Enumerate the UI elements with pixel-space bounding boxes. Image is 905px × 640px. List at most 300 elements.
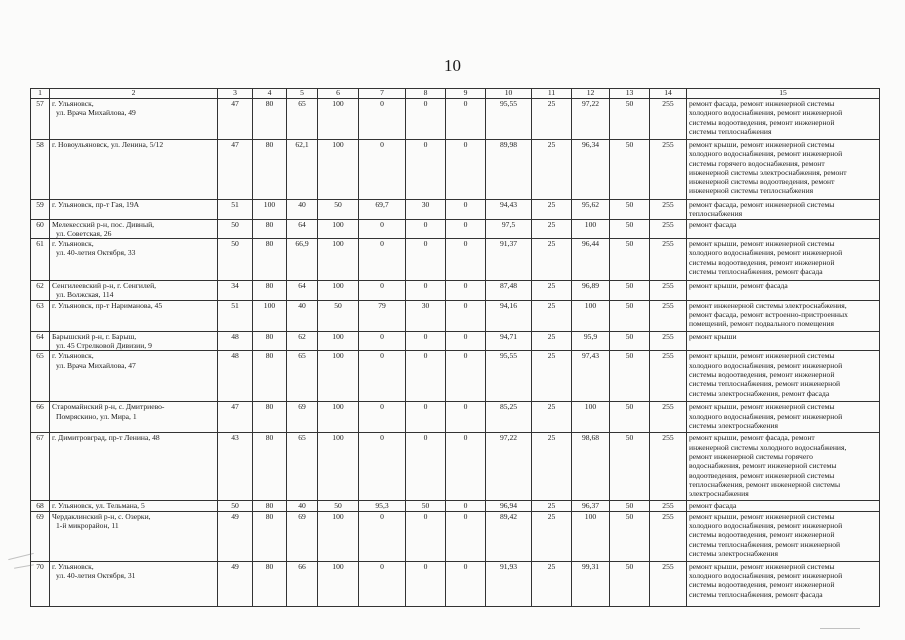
value-cell: 0 [406,511,446,561]
table-row [31,501,880,511]
value-cell: 94,16 [486,300,532,331]
table-row [31,561,880,606]
value-cell: 48 [218,351,253,402]
value-cell: 49 [218,561,253,606]
value-cell: 79 [359,300,406,331]
value-cell: 25 [532,561,572,606]
value-cell: 100 [318,239,359,281]
value-cell: 25 [532,351,572,402]
column-number: 12 [572,89,610,99]
value-cell: 47 [218,99,253,140]
value-cell: 0 [446,300,486,331]
value-cell: 0 [446,561,486,606]
works-line: холодного водоснабжения, ремонт инженерной [689,248,843,258]
value-cell: 0 [359,140,406,200]
works-line: ремонт крыши, ремонт инженерной системы [689,511,835,521]
value-cell: 96,37 [572,501,610,511]
column-number: 11 [532,89,572,99]
table-body [31,99,880,607]
table-row [31,99,880,140]
value-cell: 80 [253,140,287,200]
works-line: инженерной системы холодного водоснабжения, [689,442,847,452]
works-line: теплоснабжения, ремонт инженерной системы [689,479,841,489]
works-cell [687,511,880,561]
value-cell: 0 [446,219,486,239]
address-cell [50,300,218,331]
value-cell: 25 [532,281,572,301]
value-cell: 47 [218,140,253,200]
value-cell: 50 [318,501,359,511]
row-number: 60 [31,219,50,239]
works-cell [687,219,880,239]
value-cell: 0 [359,561,406,606]
value-cell: 255 [650,433,687,501]
works-line: ремонт фасада [689,501,737,511]
works-cell [687,402,880,433]
works-line: ремонт фасада, ремонт инженерной системы [689,99,835,108]
value-cell: 80 [253,402,287,433]
value-cell: 96,89 [572,281,610,301]
value-cell: 0 [406,140,446,200]
value-cell: 43 [218,433,253,501]
value-cell: 255 [650,402,687,433]
table-row [31,433,880,501]
value-cell: 0 [359,219,406,239]
value-cell: 48 [218,331,253,351]
row-number: 59 [31,200,50,220]
value-cell: 255 [650,331,687,351]
value-cell: 50 [218,219,253,239]
value-cell: 50 [610,99,650,140]
value-cell: 50 [610,402,650,433]
works-line: водоотведения, ремонт инженерной системы [689,470,835,480]
value-cell: 80 [253,511,287,561]
column-number: 5 [287,89,318,99]
row-number: 67 [31,433,50,501]
value-cell: 50 [610,351,650,402]
works-line: помещений, ремонт подвального помещения [689,319,835,329]
value-cell: 0 [446,511,486,561]
works-line: системы электроснабжения [689,420,778,430]
value-cell: 49 [218,511,253,561]
value-cell: 0 [359,239,406,281]
value-cell: 50 [218,501,253,511]
value-cell: 25 [532,200,572,220]
value-cell: 64 [287,281,318,301]
works-line: ремонт инженерной системы горячего [689,451,813,461]
value-cell: 30 [406,300,446,331]
value-cell: 50 [610,281,650,301]
column-number: 7 [359,89,406,99]
address-line: ул. Волжская, 114 [56,290,114,300]
value-cell: 0 [446,402,486,433]
value-cell: 100 [253,300,287,331]
value-cell: 47 [218,402,253,433]
address-line: Мелекесский р-н, пос. Дивный, [52,219,155,229]
row-number: 58 [31,140,50,200]
value-cell: 0 [406,561,446,606]
address-line: Сенгилеевский р-н, г. Сенгилей, [52,281,157,291]
works-line: ремонт крыши, ремонт инженерной системы [689,239,835,249]
works-line: системы водоотведения, ремонт инженерной [689,580,835,590]
table-row [31,140,880,200]
value-cell: 0 [359,402,406,433]
value-cell: 97,43 [572,351,610,402]
value-cell: 25 [532,140,572,200]
works-line: ремонт крыши, ремонт инженерной системы [689,561,835,571]
table-row [31,351,880,402]
address-line: г. Ульяновск, [52,239,94,249]
address-line: Чердаклинский р-н, с. Озерки, [52,511,151,521]
value-cell: 30 [406,200,446,220]
address-line: г. Димитровград, пр-т Ленина, 48 [52,433,160,443]
value-cell: 0 [446,140,486,200]
value-cell: 87,48 [486,281,532,301]
value-cell: 100 [318,219,359,239]
address-line: ул. 40-летия Октября, 31 [56,570,136,580]
works-line: ремонт фасада, ремонт инженерной системы [689,200,835,209]
address-line: ул. Советская, 26 [56,228,112,238]
table-row [31,331,880,351]
row-number: 70 [31,561,50,606]
value-cell: 100 [318,433,359,501]
value-cell: 100 [318,511,359,561]
value-cell: 255 [650,300,687,331]
value-cell: 0 [359,331,406,351]
value-cell: 255 [650,219,687,239]
value-cell: 99,31 [572,561,610,606]
address-cell [50,402,218,433]
value-cell: 64 [287,219,318,239]
address-line: ул. 45 Стрелковой Дивизии, 9 [56,341,152,351]
row-number: 68 [31,501,50,511]
column-number: 10 [486,89,532,99]
value-cell: 0 [446,331,486,351]
value-cell: 0 [406,99,446,140]
works-line: ремонт крыши [689,331,737,341]
value-cell: 50 [318,200,359,220]
value-cell: 255 [650,501,687,511]
works-line: ремонт крыши, ремонт фасада [689,281,788,291]
works-line: системы теплоснабжения [689,126,772,136]
column-number: 14 [650,89,687,99]
value-cell: 91,37 [486,239,532,281]
works-line: холодного водоснабжения, ремонт инженерной [689,149,843,159]
value-cell: 80 [253,351,287,402]
value-cell: 25 [532,239,572,281]
column-number: 2 [50,89,218,99]
value-cell: 50 [610,433,650,501]
address-cell [50,219,218,239]
value-cell: 50 [610,239,650,281]
address-cell [50,433,218,501]
address-cell [50,511,218,561]
column-number-row [31,89,880,99]
value-cell: 0 [359,433,406,501]
value-cell: 97,22 [572,99,610,140]
value-cell: 80 [253,501,287,511]
works-line: системы электроснабжения, ремонт фасада [689,388,830,398]
value-cell: 100 [572,219,610,239]
works-cell [687,281,880,301]
table-row [31,511,880,561]
table-row [31,281,880,301]
value-cell: 40 [287,300,318,331]
value-cell: 0 [406,433,446,501]
value-cell: 0 [446,501,486,511]
value-cell: 62 [287,331,318,351]
column-number: 9 [446,89,486,99]
row-number: 61 [31,239,50,281]
works-cell [687,561,880,606]
address-line: г. Ульяновск, ул. Тельмана, 5 [52,501,145,511]
value-cell: 40 [287,501,318,511]
value-cell: 62,1 [287,140,318,200]
value-cell: 80 [253,281,287,301]
value-cell: 25 [532,99,572,140]
value-cell: 95,55 [486,351,532,402]
works-line: ремонт фасада, ремонт встроенно-пристроенных [689,310,848,320]
value-cell: 100 [572,511,610,561]
works-line: инженерной системы теплоснабжения [689,186,814,196]
works-cell [687,433,880,501]
value-cell: 100 [318,402,359,433]
value-cell: 255 [650,351,687,402]
value-cell: 65 [287,351,318,402]
column-number: 6 [318,89,359,99]
works-line: системы водоотведения, ремонт инженерной [689,530,835,540]
value-cell: 255 [650,561,687,606]
address-line: г. Новоульяновск, ул. Ленина, 5/12 [52,140,164,149]
table-row [31,200,880,220]
value-cell: 89,98 [486,140,532,200]
value-cell: 0 [446,200,486,220]
value-cell: 80 [253,561,287,606]
value-cell: 80 [253,331,287,351]
value-cell: 0 [446,281,486,301]
value-cell: 255 [650,239,687,281]
value-cell: 50 [610,219,650,239]
row-number: 66 [31,402,50,433]
works-line: холодного водоснабжения, ремонт инженерной [689,108,843,118]
value-cell: 100 [318,561,359,606]
value-cell: 0 [446,351,486,402]
value-cell: 0 [406,281,446,301]
works-cell [687,331,880,351]
works-line: ремонт крыши, ремонт фасада, ремонт [689,433,815,443]
value-cell: 0 [359,351,406,402]
value-cell: 0 [446,239,486,281]
address-cell [50,561,218,606]
column-number: 3 [218,89,253,99]
value-cell: 50 [218,239,253,281]
value-cell: 50 [610,140,650,200]
address-line: Помряскино, ул. Мира, 1 [56,411,137,421]
address-line: 1-й микрорайон, 11 [56,520,119,530]
works-line: холодного водоснабжения, ремонт инженерной [689,360,843,370]
value-cell: 255 [650,511,687,561]
works-line: системы теплоснабжения, ремонт инженерной [689,539,841,549]
table-row [31,300,880,331]
address-line: ул. Врача Михайлова, 49 [56,108,136,118]
value-cell: 50 [610,300,650,331]
works-line: холодного водоснабжения, ремонт инженерной [689,411,843,421]
address-cell [50,501,218,511]
value-cell: 0 [406,402,446,433]
value-cell: 100 [318,140,359,200]
value-cell: 95,62 [572,200,610,220]
value-cell: 0 [406,239,446,281]
works-line: холодного водоснабжения, ремонт инженерной [689,520,843,530]
value-cell: 255 [650,200,687,220]
works-cell [687,300,880,331]
value-cell: 100 [318,281,359,301]
value-cell: 69 [287,402,318,433]
value-cell: 0 [406,351,446,402]
table-row [31,219,880,239]
works-cell [687,239,880,281]
value-cell: 94,71 [486,331,532,351]
works-cell [687,140,880,200]
address-cell [50,281,218,301]
value-cell: 50 [406,501,446,511]
value-cell: 100 [253,200,287,220]
address-cell [50,351,218,402]
value-cell: 100 [572,300,610,331]
address-line: ул. 40-летия Октября, 33 [56,248,136,258]
value-cell: 97,22 [486,433,532,501]
works-line: инженерной системы водоотведения, ремонт [689,177,835,187]
address-line: Старомайнский р-н, с. Дмитриево- [52,402,165,412]
works-line: системы теплоснабжения, ремонт фасада [689,589,823,599]
row-number: 64 [31,331,50,351]
works-line: системы горячего водоснабжения, ремонт [689,158,825,168]
value-cell: 91,93 [486,561,532,606]
value-cell: 100 [572,402,610,433]
value-cell: 69 [287,511,318,561]
works-line: ремонт крыши, ремонт инженерной системы [689,402,835,412]
column-number: 15 [687,89,880,99]
works-line: системы теплоснабжения, ремонт фасада [689,267,823,277]
value-cell: 95,3 [359,501,406,511]
value-cell: 50 [610,561,650,606]
value-cell: 98,68 [572,433,610,501]
works-line: системы электроснабжения [689,548,778,558]
value-cell: 0 [406,219,446,239]
address-cell [50,140,218,200]
address-line: г. Ульяновск, пр-т Гая, 19А [52,200,140,209]
works-line: ремонт крыши, ремонт инженерной системы [689,140,835,149]
address-line: г. Ульяновск, пр-т Нариманова, 45 [52,300,163,310]
column-number: 1 [31,89,50,99]
value-cell: 25 [532,433,572,501]
value-cell: 66 [287,561,318,606]
value-cell: 25 [532,300,572,331]
works-cell [687,200,880,220]
works-line: теплоснабжения [689,209,743,219]
row-number: 57 [31,99,50,140]
value-cell: 255 [650,140,687,200]
works-line: ремонт фасада [689,219,737,229]
address-line: г. Ульяновск, [52,351,94,361]
value-cell: 0 [359,99,406,140]
works-line: водоснабжения, ремонт инженерной системы [689,461,837,471]
value-cell: 69,7 [359,200,406,220]
address-line: г. Ульяновск, [52,561,94,571]
table-row [31,402,880,433]
works-line: ремонт инженерной системы электроснабжения, [689,300,847,310]
row-number: 63 [31,300,50,331]
buildings-table [30,88,880,607]
value-cell: 0 [359,281,406,301]
works-line: системы водоотведения, ремонт инженерной [689,257,835,267]
row-number: 62 [31,281,50,301]
works-line: электроснабжения [689,489,749,499]
value-cell: 25 [532,501,572,511]
value-cell: 95,55 [486,99,532,140]
value-cell: 65 [287,99,318,140]
works-line: системы водоотведения, ремонт инженерной [689,117,835,127]
address-cell [50,99,218,140]
value-cell: 65 [287,433,318,501]
value-cell: 100 [318,331,359,351]
address-cell [50,239,218,281]
works-line: системы водоотведения, ремонт инженерной [689,369,835,379]
value-cell: 96,94 [486,501,532,511]
column-number: 13 [610,89,650,99]
value-cell: 25 [532,219,572,239]
value-cell: 96,34 [572,140,610,200]
value-cell: 0 [446,433,486,501]
value-cell: 25 [532,331,572,351]
page-number: 10 [444,56,461,75]
value-cell: 0 [446,99,486,140]
value-cell: 50 [318,300,359,331]
address-line: ул. Врача Михайлова, 47 [56,360,136,370]
works-cell [687,99,880,140]
column-number: 8 [406,89,446,99]
value-cell: 50 [610,331,650,351]
address-cell [50,200,218,220]
column-number: 4 [253,89,287,99]
value-cell: 50 [610,511,650,561]
value-cell: 80 [253,239,287,281]
address-line: г. Ульяновск, [52,99,94,108]
value-cell: 97,5 [486,219,532,239]
scan-mark [820,628,860,629]
value-cell: 80 [253,433,287,501]
works-cell [687,351,880,402]
value-cell: 40 [287,200,318,220]
value-cell: 255 [650,99,687,140]
value-cell: 94,43 [486,200,532,220]
value-cell: 25 [532,511,572,561]
value-cell: 80 [253,99,287,140]
row-number: 65 [31,351,50,402]
value-cell: 80 [253,219,287,239]
value-cell: 95,9 [572,331,610,351]
value-cell: 66,9 [287,239,318,281]
works-line: системы теплоснабжения, ремонт инженерной [689,379,841,389]
value-cell: 100 [318,351,359,402]
value-cell: 0 [359,511,406,561]
address-line: Барышский р-н, г. Барыш, [52,331,137,341]
value-cell: 89,42 [486,511,532,561]
value-cell: 34 [218,281,253,301]
address-cell [50,331,218,351]
works-cell [687,501,880,511]
row-number: 69 [31,511,50,561]
